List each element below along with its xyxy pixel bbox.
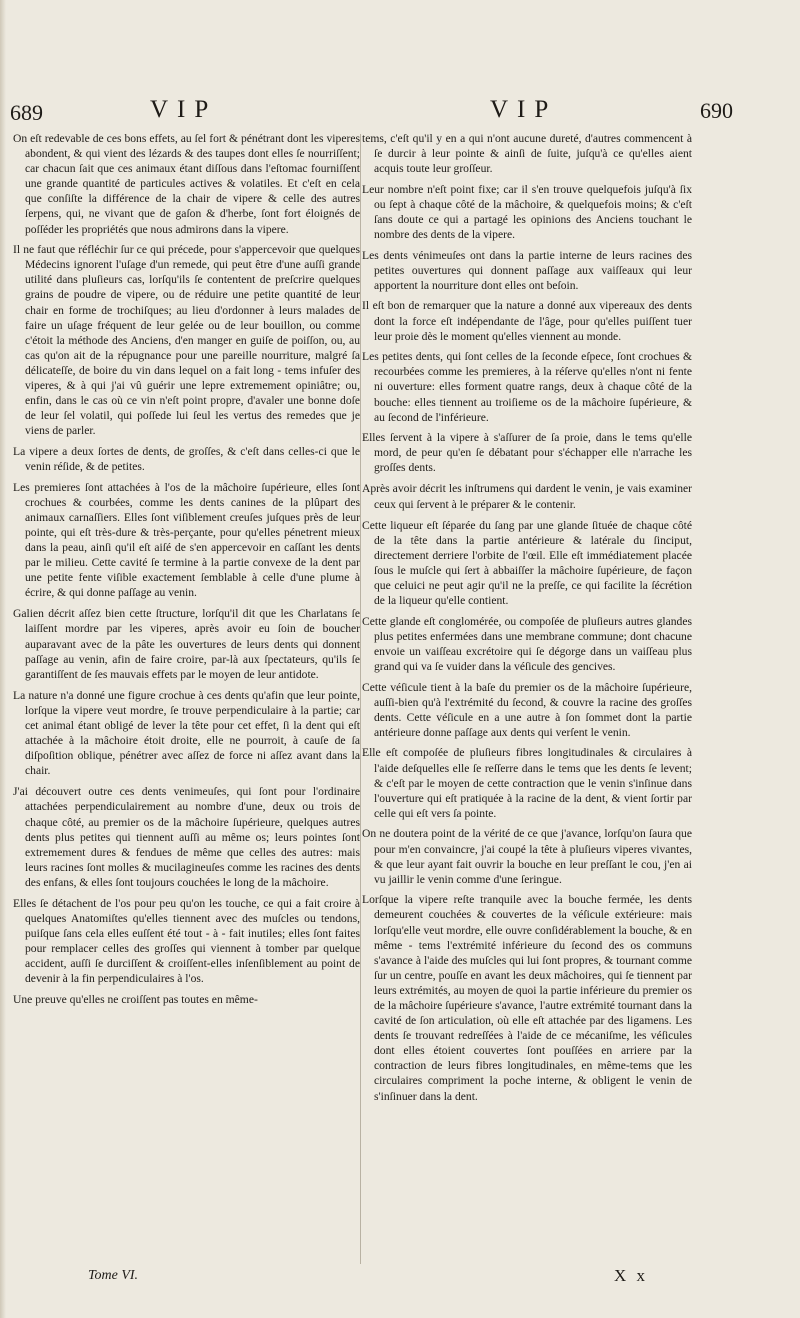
paragraph: Il ne faut que réfléchir ſur ce qui précede, pour s'appercevoir que quelques Médecins ignorent l'uſage d'un remede, qui peut être d'une auſſi grande utilité dans pluſieurs cas, lorſqu'ils ſe contentent de preſcrire quelques grains de poudre de vipere, ou de réduire une petite quantité de leur chair en forme de trochiſques; au lieu d'ordonner à leurs malades de faire un uſage fréquent de leur gelée ou de leur bouillon, ou comme c'étoit la méthode des Anciens, d'en manger en guiſe de poiſſon, ou, au cas qu'on ait de la répugnance pour une pareille nourriture, malgré ſa délicateſſe, de boire du vin dans lequel on a fait long - tems infuſer des viperes, & à qui j'ai vû guérir une lepre extremement opiniâtre; ou, enfin, dans le cas où ce vin n'eſt point propre, d'avaler une bonne doſe de leur ſel volatil, qui poſſede lui ſeul les vertus des remedes que je viens de parler. <box>13 243 360 438</box>
paragraph: tems, c'eſt qu'il y en a qui n'ont aucune dureté, d'autres commencent à ſe durcir à leur pointe & ainſi de ſuite, juſqu'à ce qu'elles aient acquis toute leur groſſeur. <box>362 132 692 176</box>
paragraph: Cette liqueur eſt ſéparée du ſang par une glande ſituée de chaque côté de la tête dans la partie antérieure & latérale du ſinciput, directement derriere l'orbite de l'œil. Elle eſt immédiatement placée ſous le muſcle qui ſert à abbaiſſer la mâchoire ſupérieure, de façon que celuici ne peut agir qu'il ne la preſſe, ce qui facilite la ſécrétion de la liqueur qu'elle contient. <box>362 518 692 608</box>
paragraph: Les petites dents, qui ſont celles de la ſeconde eſpece, ſont crochues & recourbées comme les premieres, à la réſerve qu'elles n'ont ni fente ni ouverture: elles forment quatre rangs, deux à chaque côté de la bouche: elles tiennent au troiſieme os de la mâchoire ſupérieure, & au ſecond de l'inférieure. <box>362 350 692 424</box>
headword-left: VIP <box>150 96 218 123</box>
running-header <box>0 92 800 132</box>
paragraph: La vipere a deux ſortes de dents, de groſſes, & c'eſt dans celles-ci que le venin réſide, & de petites. <box>13 444 360 473</box>
left-column <box>13 131 360 1271</box>
signature-mark: X x <box>614 1266 649 1285</box>
paragraph: Elle eſt compoſée de pluſieurs fibres longitudinales & circulaires à l'aide deſquelles elle ſe reſſerre dans le tems que les dents ſe levent; & c'eſt par le moyen de cette contraction que le venin s'inſinue dans l'ouverture qui eſt pratiquée à la racine de la dent, & vient ſortir par celle qui eſt vers ſa pointe. <box>362 746 692 820</box>
volume-label: Tome VI. <box>88 1268 139 1283</box>
paragraph: On eſt redevable de ces bons effets, au ſel fort & pénétrant dont les viperes abondent, & qui vient des lézards & des taupes dont elles ſe nourriſſent; car chacun ſait que ces animaux étant diſſous dans l'eſtomac fourniſſent une grande quantité de particules actives & volatiles. Et c'eſt en cela que conſiſte la différence de la chair de vipere & celle des autres ſerpens, qui, ne vivant que de gaſon & d'herbe, ſont fort éloignés de poſſéder les propriétés que nous admirons dans la vipere. <box>13 132 360 236</box>
paragraph: Les premieres ſont attachées à l'os de la mâchoire ſupérieure, elles ſont crochues & courbées, comme les dents canines de la plûpart des animaux carnaſſiers. Elles ſont viſiblement creuſes juſques près de leur pointe, qui eſt très-dure & très-perçante, pour qu'elles pénetrent mieux dans la peau, ainſi qu'il eſt aiſé de s'en appercevoir en caſſant les dents par le milieu. Cette cavité ſe termine à la partie convexe de la dent par une petite fente viſible exactement ſemblable à celle d'une plume à écrire, & qui donne paſſage au venin. <box>13 480 360 600</box>
paragraph: J'ai découvert outre ces dents venimeuſes, qui ſont pour l'ordinaire attachées perpendiculairement au nombre d'une, deux ou trois de chaque côté, au premier os de la mâchoire ſupérieure, quelques autres dents plus petites qui tiennent auſſi au même os; leurs pointes ſont extremement dures & fendues de même que celles des autres: mais leurs racines ſont molles & mucilagineuſes comme les racines des dents des enfans, & elles ſont toujours couchées le long de la mâchoire. <box>13 785 360 889</box>
paragraph: Elles ſe détachent de l'os pour peu qu'on les touche, ce qui a fait croire à quelques Anatomiſtes qu'elles tiennent avec des muſcles ou tendons, puiſque ſans cela elles euſſent été tout - à - fait inutiles; elles ſont faites pour remplacer celles des groſſes qui viennent à tomber par quelque accident, auſſi ſe durciſſent & croiſſent-elles inſenſiblement au point de devenir à la fin perpendiculaires à l'os. <box>13 896 360 985</box>
headword-right: VIP <box>490 96 558 123</box>
paragraph: Cette glande eſt conglomérée, ou compoſée de pluſieurs autres glandes plus petites enfermées dans une membrane commune; dont chacune envoie un vaiſſeau excrétoire qui ſe dégorge dans un vaiſſeau plus grand qui va ſe vuider dans la véſicule des gencives. <box>362 614 692 673</box>
paragraph: Les dents vénimeuſes ont dans la partie interne de leurs racines des petites ouvertures qui donnent paſſage aux vaiſſeaux qui leur apportent la nourriture dont elles ont beſoin. <box>362 248 692 292</box>
page-gutter-shadow <box>0 0 6 1318</box>
page-number-left: 689 <box>10 100 43 125</box>
paragraph: Après avoir décrit les inſtrumens qui dardent le venin, je vais examiner ceux qui ſervent à le préparer & le contenir. <box>362 482 692 511</box>
paragraph: Leur nombre n'eſt point fixe; car il s'en trouve quelquefois juſqu'à ſix ou ſept à chaque côté de la mâchoire, & quelquefois moins; & c'eſt ſans doute ce qui a partagé les opinions des Anciens touchant le nombre des dents de la vipere. <box>362 182 692 242</box>
paragraph: La nature n'a donné une figure crochue à ces dents qu'afin que leur pointe, lorſque la vipere veut mordre, ſe trouve perpendiculaire à la partie; car cet animal étant obligé de lever la tête pour cet effet, ſi la dent qui eſt attachée à la mâchoire étoit droite, elle ne pourroit, à cauſe de ſa diſpoſition oblique, pénétrer avec aſſez de force ni aſſez avant dans la chair. <box>13 688 360 778</box>
paragraph: Elles ſervent à la vipere à s'aſſurer de ſa proie, dans le tems qu'elle mord, de peur qu'en ſe débatant pour s'échapper elle n'arrache les groſſes dents. <box>362 431 692 475</box>
paragraph: Galien décrit aſſez bien cette ſtructure, lorſqu'il dit que les Charlatans ſe laiſſent mordre par les viperes, après avoir eu ſoin de boucher auparavant avec de la pâte les ouvertures de leurs dents qui donnent paſſage au venin, afin de faire croire, par-là aux ſpectateurs, qu'ils ſe garantiſſent de ſes mauvais effets par le moyen de leur antidote. <box>13 607 360 681</box>
paragraph: Lorſque la vipere reſte tranquile avec la bouche fermée, les dents demeurent couchées & couvertes de la véſicule extérieure: mais lorſqu'elle veut mordre, elle ouvre conſidérablement la bouche, & en même - tems l'extrémité inférieure du ſecond des os communs s'avance à l'aide des muſcles qui lui ſont propres, & tournant comme ſur un centre, pouſſe en avant les deux mâchoires, qui ſe tiennent par leurs extrémités, au moyen de quoi la partie inférieure du premier os de la mâchoire ſupérieure s'avance, l'autre extrémité tournant dans la cavité de ſon articulation, où elle eſt attachée par des ligamens. Les dents ſe trouvant redreſſées à l'aide de ce mécaniſme, les véſicules dont elles étoient couvertes ſont pouſſées en arriere par la contraction de leurs fibres longitudinales, en même-tems que les circulaires compriment la poche interne, & obligent le venin de s'inſinuer dans la dent. <box>362 893 692 1103</box>
column-divider <box>360 134 361 1264</box>
paragraph: Une preuve qu'elles ne croiſſent pas toutes en même- <box>13 992 258 1006</box>
page-number-right: 690 <box>700 98 733 123</box>
paragraph: Cette véſicule tient à la baſe du premier os de la mâchoire ſupérieure, auſſi-bien qu'à l'extrémité du ſecond, & couvre la racine des groſſes dents. Cette véſicule en a une autre à ſon ſommet dont la partie antérieure donne paſſage aux dents qui verſent le venin. <box>362 680 692 739</box>
right-column <box>362 131 692 1271</box>
paragraph: On ne doutera point de la vérité de ce que j'avance, lorſqu'on ſaura que pour m'en convaincre, j'ai coupé la tête à pluſieurs viperes vivantes, & que leur ayant fait ouvrir la bouche en leur preſſant le cou, j'en ai vu jaillir le venin comme d'une ſeringue. <box>362 827 692 886</box>
paragraph: Il eſt bon de remarquer que la nature a donné aux vipereaux des dents dont la force eſt indépendante de l'âge, pour qu'elles puiſſent tuer leur proie dès le moment qu'elles viennent au monde. <box>362 299 692 343</box>
